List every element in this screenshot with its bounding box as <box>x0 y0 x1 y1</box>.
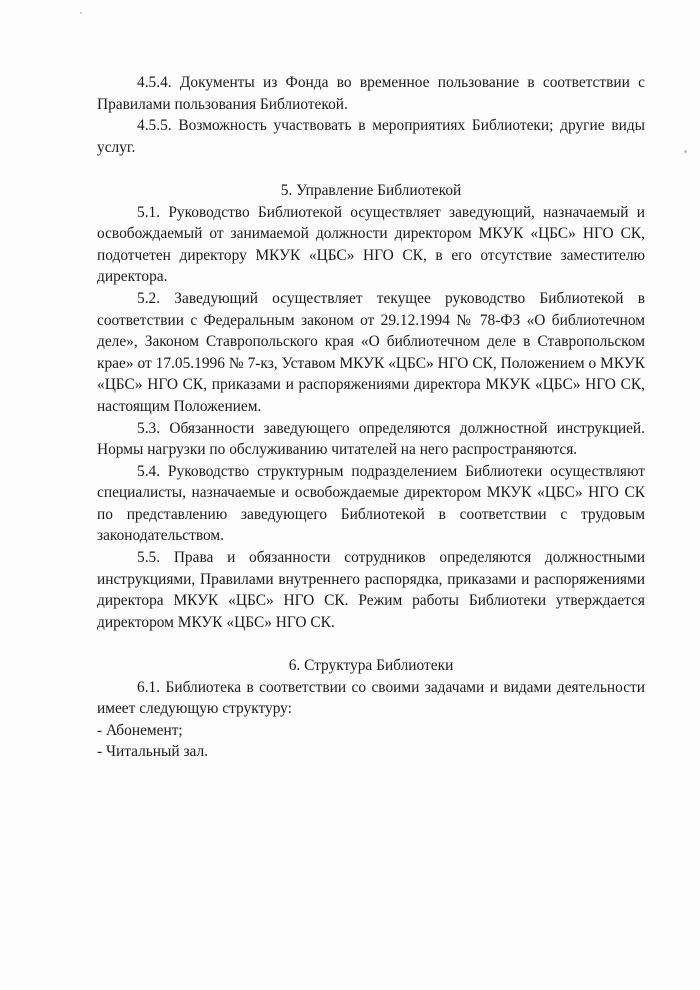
list-item-abonement: - Абонемент; <box>97 721 183 739</box>
paragraph-5-2: 5.2. Заведующий осуществляет текущее руководство Библиотекой в соответствии с Федеральным законом от 29.12.1994 № 78-ФЗ «О библиотечном деле», Законом Ставропольского края «О библиотечном деле в Ставропольском крае» от 17.05.1996 № 7-кз, Уставом МКУК «ЦБС» НГО СК, Положением о МКУК «ЦБС» НГО СК, приказами и распоряжениями директора МКУК «ЦБС» НГО СК, настоящим Положением. <box>97 289 645 415</box>
scan-speck <box>684 150 687 153</box>
paragraph-4-5-4: 4.5.4. Документы из Фонда во временное пользование в соответствии с Правилами пользования Библиотекой. <box>97 74 645 113</box>
section-5-heading: 5. Управление Библиотекой <box>280 181 462 199</box>
paragraph-4-5-5: 4.5.5. Возможность участвовать в мероприятиях Библиотеки; другие виды услуг. <box>97 117 645 156</box>
paragraph-6-1: 6.1. Библиотека в соответствии со своими задачами и видами деятельности имеет следующую структуру: <box>97 678 645 718</box>
scan-speck <box>80 12 82 14</box>
document-body <box>97 72 645 763</box>
paragraph-5-4: 5.4. Руководство структурным подразделением Библиотеки осуществляют специалисты, назначаемые и освобождаемые директором МКУК «ЦБС» НГО СК по представлению заведующего Библиотекой в соответствии с трудовым законодательством. <box>97 462 645 545</box>
spacer <box>97 158 645 180</box>
list-item-reading-room: - Читальный зал. <box>97 743 209 761</box>
paragraph-5-3: 5.3. Обязанности заведующего определяются должностной инструкцией. Нормы нагрузки по обслуживанию читателей на него распространяются. <box>97 419 645 459</box>
spacer <box>97 633 645 655</box>
paragraph-5-1: 5.1. Руководство Библиотекой осуществляет заведующий, назначаемый и освобождаемый от занимаемой должности директором МКУК «ЦБС» НГО СК, подотчетен директору МКУК «ЦБС» НГО СК, в его отсутствие заместителю директора. <box>97 203 645 286</box>
section-6-heading: 6. Структура Библиотеки <box>288 657 454 675</box>
paragraph-5-5: 5.5. Права и обязанности сотрудников определяются должностными инструкциями, Правилами внутреннего распорядка, приказами и распоряжениями директора МКУК «ЦБС» НГО СК. Режим работы Библиотеки утверждается директором МКУК «ЦБС» НГО СК. <box>97 549 645 631</box>
